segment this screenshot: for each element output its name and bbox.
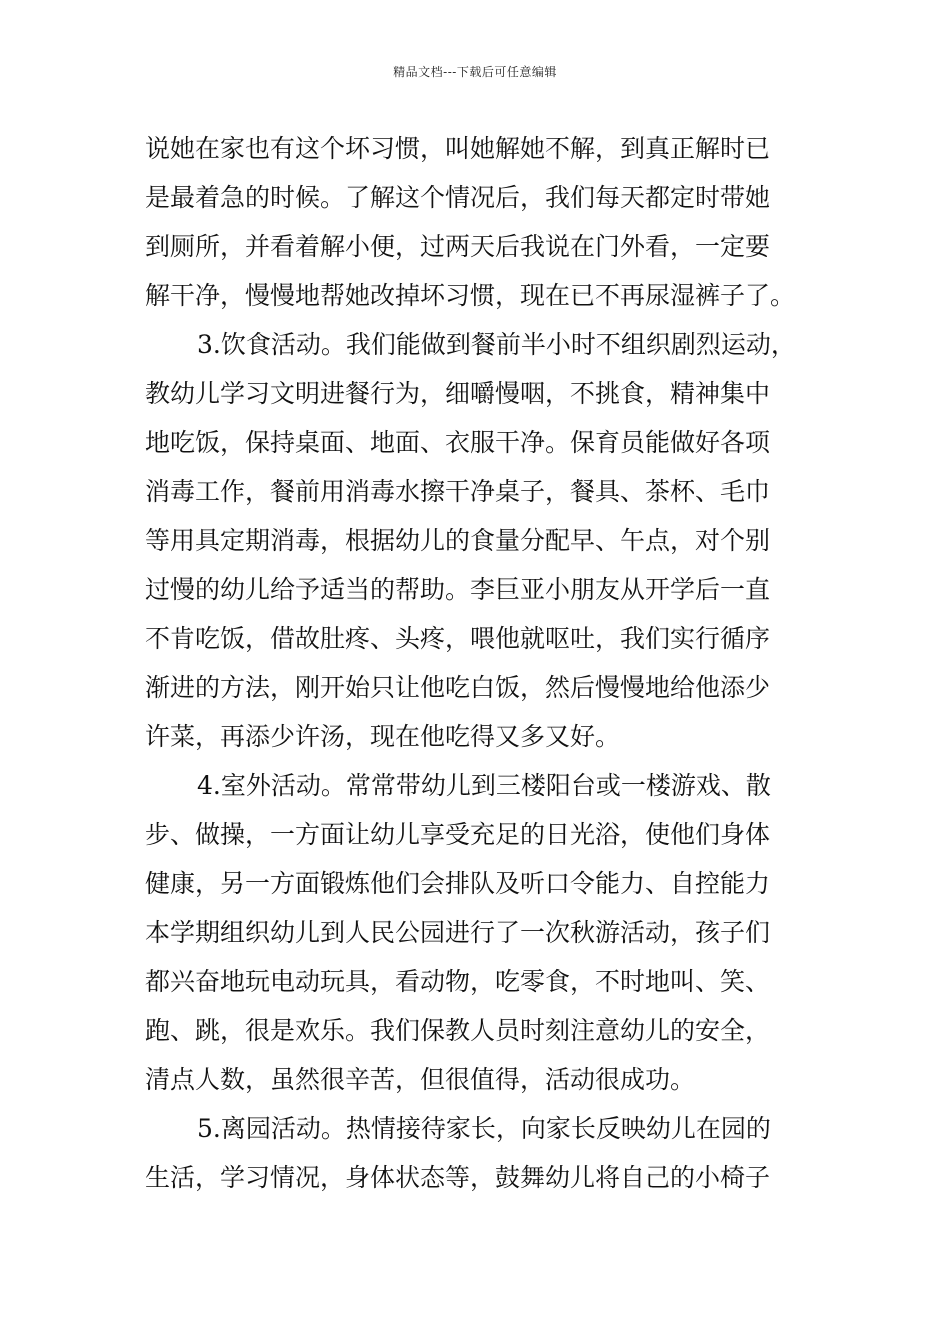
text-line: 到厕所，并看着解小便，过两天后我说在门外看，一定要 — [145, 232, 771, 261]
text-line: 清点人数，虽然很辛苦，但很值得，活动很成功。 — [145, 1065, 696, 1094]
paragraph-start-line: 3.饮食活动。我们能做到餐前半小时不组织剧烈运动， — [197, 330, 796, 359]
text-line: 是最着急的时候。了解这个情况后，我们每天都定时带她 — [145, 183, 771, 212]
document-body — [145, 124, 810, 1202]
text-line: 跑、跳，很是欢乐。我们保教人员时刻注意幼儿的安全， — [145, 1016, 771, 1045]
text-line: 健康，另一方面锻炼他们会排队及听口令能力、自控能力 — [145, 869, 771, 898]
text-line: 许菜，再添少许汤，现在他吃得又多又好。 — [145, 722, 621, 751]
text-line: 解干净，慢慢地帮她改掉坏习惯，现在已不再尿湿裤子了。 — [145, 281, 796, 310]
text-line: 教幼儿学习文明进餐行为，细嚼慢咽，不挑食，精神集中 — [145, 379, 771, 408]
text-line: 消毒工作，餐前用消毒水擦干净桌子，餐具、茶杯、毛巾 — [145, 477, 771, 506]
text-line: 渐进的方法，刚开始只让他吃白饭，然后慢慢地给他添少 — [145, 673, 771, 702]
text-line: 步、做操，一方面让幼儿享受充足的日光浴，使他们身体 — [145, 820, 771, 849]
text-line: 本学期组织幼儿到人民公园进行了一次秋游活动，孩子们 — [145, 918, 771, 947]
text-line: 都兴奋地玩电动玩具，看动物，吃零食，不时地叫、笑、 — [145, 967, 771, 996]
page-header: 精品文档---下载后可任意编辑 — [393, 65, 557, 79]
text-line: 说她在家也有这个坏习惯，叫她解她不解，到真正解时已 — [145, 134, 771, 163]
paragraph-start-line: 5.离园活动。热情接待家长，向家长反映幼儿在园的 — [197, 1114, 771, 1143]
text-line: 不肯吃饭，借故肚疼、头疼，喂他就呕吐，我们实行循序 — [145, 624, 771, 653]
text-line: 地吃饭，保持桌面、地面、衣服干净。保育员能做好各项 — [145, 428, 771, 457]
text-line: 等用具定期消毒，根据幼儿的食量分配早、午点，对个别 — [145, 526, 771, 555]
paragraph-start-line: 4.室外活动。常常带幼儿到三楼阳台或一楼游戏、散 — [197, 771, 771, 800]
text-line: 生活，学习情况，身体状态等，鼓舞幼儿将自己的小椅子 — [145, 1163, 771, 1192]
text-line: 过慢的幼儿给予适当的帮助。李巨亚小朋友从开学后一直 — [145, 575, 771, 604]
